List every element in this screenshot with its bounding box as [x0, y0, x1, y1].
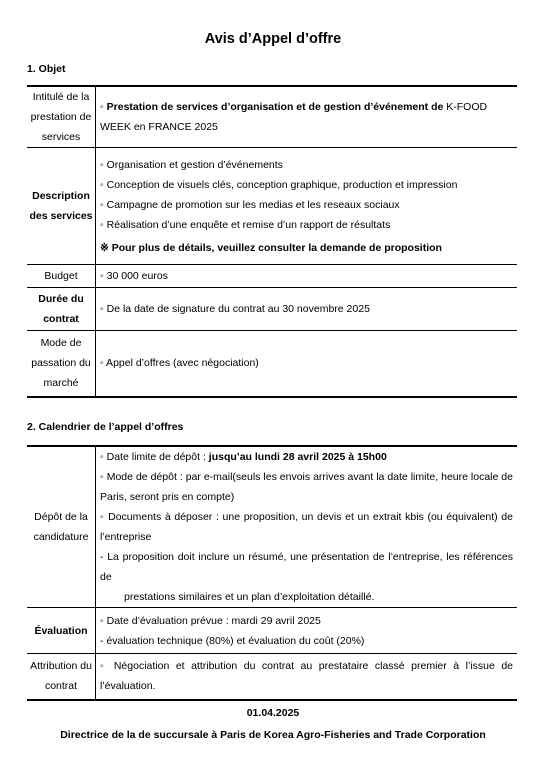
depot-label: Dépôt de la candidature	[27, 446, 96, 608]
table-row	[27, 446, 517, 608]
object-table	[27, 85, 517, 398]
list-item: ◦ Organisation et gestion d’événements	[100, 158, 283, 171]
depot-value	[96, 446, 518, 608]
document-date: 01.04.2025	[246, 707, 300, 719]
bullet: ◦	[100, 101, 107, 113]
section-2-heading: 2. Calendrier de l’appel d’offres	[27, 421, 184, 433]
depot-mode: ◦ Mode de dépôt : par e-mail(seuls les envois arrives avant la date limite, heure locale de Paris, seront pris en compte)	[100, 471, 513, 503]
depot-proposal-note-cont: prestations similaires et un plan d’exploitation détaillé.	[124, 591, 375, 603]
calendar-table	[27, 445, 517, 701]
list-item: ◦ Réalisation d’une enquête et remise d’un rapport de résultats	[100, 218, 391, 231]
intitule-value	[96, 86, 518, 148]
evaluation-criteria: - évaluation technique (80%) et évaluation du coût (20%)	[100, 634, 365, 647]
table-row	[27, 265, 517, 288]
description-label: Description des services	[27, 148, 96, 265]
evaluation-date: ◦ Date d’évaluation prévue : mardi 29 avril 2025	[100, 614, 321, 627]
intitule-rest-text: K-FOOD WEEK en FRANCE 2025	[100, 101, 488, 133]
attribution-label: Attribution du contrat	[27, 654, 96, 700]
evaluation-label: Évaluation	[27, 608, 96, 654]
list-item: ◦ Campagne de promotion sur les medias et les reseaux sociaux	[100, 198, 400, 211]
table-row	[27, 148, 517, 265]
duree-label: Durée du contrat	[27, 288, 96, 331]
budget-value: ◦ 30 000 euros	[96, 265, 518, 288]
intitule-label: Intitulé de la prestation de services	[27, 86, 96, 148]
document-title: Avis d’Appel d’offre	[204, 31, 342, 47]
mode-label: Mode de passation du marché	[27, 331, 96, 397]
budget-label: Budget	[27, 265, 96, 288]
evaluation-value	[96, 608, 518, 654]
table-row	[27, 608, 517, 654]
table-row	[27, 331, 517, 397]
depot-deadline-prefix: ◦ Date limite de dépôt :	[100, 451, 209, 463]
depot-deadline-date: jusqu’au lundi 28 avril 2025 à 15h00	[208, 451, 387, 463]
description-note: ※ Pour plus de détails, veuillez consulter la demande de proposition	[100, 241, 442, 254]
table-row	[27, 654, 517, 700]
mode-value: ◦ Appel d’offres (avec négociation)	[96, 331, 518, 397]
duree-value: ◦ De la date de signature du contrat au 30 novembre 2025	[96, 288, 518, 331]
description-value	[96, 148, 518, 265]
signature: Directrice de la de succursale à Paris de Korea Agro-Fisheries and Trade Corporation	[60, 729, 486, 741]
section-1-heading: 1. Objet	[27, 63, 66, 75]
depot-proposal-note: - La proposition doit inclure un résumé, une présentation de l’entreprise, les références de	[100, 551, 513, 583]
table-row	[27, 288, 517, 331]
intitule-bold-text: Prestation de services d’organisation et de gestion d’événement de	[106, 101, 444, 113]
depot-deadline	[100, 447, 513, 467]
attribution-value: ◦ Négociation et attribution du contrat au prestataire classé premier à l’issue de l’évaluation.	[96, 654, 518, 700]
table-row	[27, 86, 517, 148]
depot-documents: ◦ Documents à déposer : une proposition, un devis et un extrait kbis (ou équivalent) de l’entreprise	[100, 511, 513, 543]
list-item: ◦ Conception de visuels clés, conception graphique, production et impression	[100, 178, 458, 191]
